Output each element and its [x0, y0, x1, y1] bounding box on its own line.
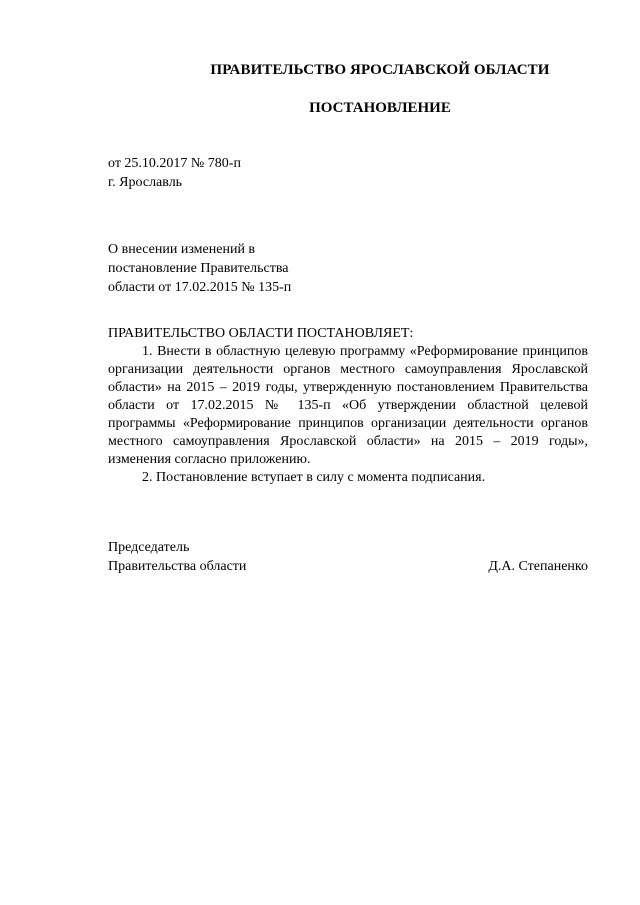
- signature-block: [108, 538, 588, 576]
- signer-name: Д.А. Степаненко: [488, 559, 588, 574]
- government-title: ПРАВИТЕЛЬСТВО ЯРОСЛАВСКОЙ ОБЛАСТИ: [210, 62, 550, 78]
- subject-line-3: области от 17.02.2015 № 135-п: [108, 280, 292, 295]
- subject-line-2: постановление Правительства: [108, 261, 289, 276]
- date-number: от 25.10.2017 № 780-п: [108, 156, 241, 171]
- paragraph-item-2: 2. Постановление вступает в силу с момента подписания.: [142, 470, 486, 485]
- decree-statement: ПРАВИТЕЛЬСТВО ОБЛАСТИ ПОСТАНОВЛЯЕТ:: [108, 326, 414, 341]
- signer-position-line-2: Правительства области: [108, 559, 247, 574]
- paragraph-item-1: 1. Внести в областную целевую программу «Реформирование принципов организации деятельности органов местного самоуправления Ярославской области» на 2015 – 2019 годы, утвержденную постановлением Правительства области от 17.02.2015 № 135-п «Об утверждении областной целевой программы «Реформирование принципов организации деятельности органов местного самоуправления Ярославской области» на 2015 – 2019 годы», изменения согласно приложению.: [108, 344, 588, 467]
- document-body: [108, 325, 588, 487]
- document-meta: [108, 154, 241, 192]
- city: г. Ярославль: [108, 175, 183, 190]
- signature-row: [108, 557, 588, 576]
- signer-position-line-1: Председатель: [108, 540, 190, 555]
- document-subject: [108, 240, 291, 297]
- document-kind: ПОСТАНОВЛЕНИЕ: [309, 100, 451, 116]
- subject-line-1: О внесении изменений в: [108, 242, 256, 257]
